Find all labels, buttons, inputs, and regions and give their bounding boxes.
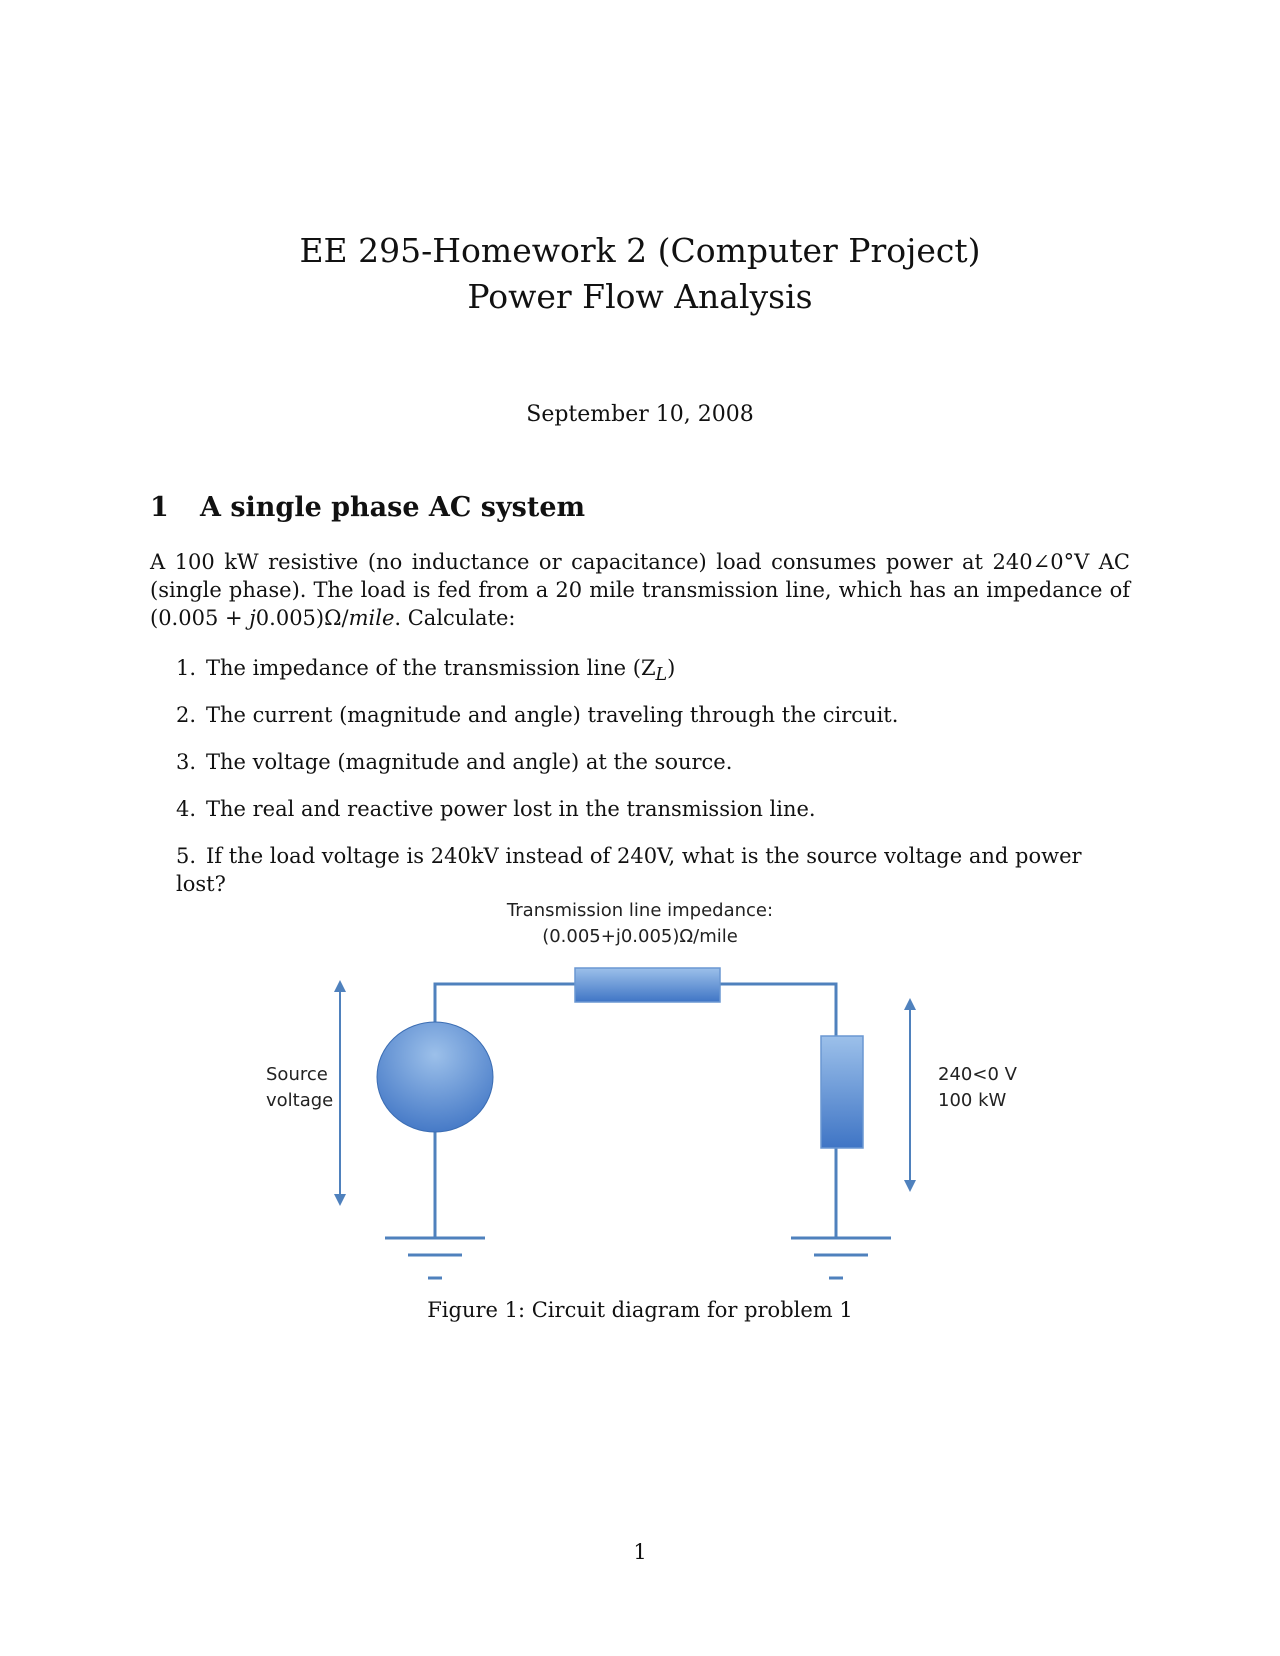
section-heading <box>150 492 585 523</box>
circuit-wire <box>435 984 836 1238</box>
source-arrow-head-down <box>334 1194 346 1206</box>
task-number: 3. <box>176 750 197 774</box>
problem-text-part: 0.005)Ω/ <box>255 606 349 630</box>
source-label-1: Source <box>266 1064 328 1085</box>
task-number: 2. <box>176 703 197 727</box>
source-arrow-head-up <box>334 980 346 992</box>
section-title: A single phase AC system <box>200 492 586 523</box>
load-arrow-head-up <box>904 998 916 1010</box>
task-text-tail: ) <box>667 656 676 680</box>
circuit-figure <box>250 892 1030 1282</box>
task-text: The impedance of the transmission line (Z <box>206 656 656 680</box>
title-block <box>0 228 1280 320</box>
source-circle <box>377 1022 493 1132</box>
task-text: If the load voltage is 240kV instead of 240V, what is the source voltage and power lost? <box>176 844 1082 896</box>
problem-text-part: . Calculate: <box>394 606 516 630</box>
task-item <box>176 842 1136 896</box>
load-power-label: 100 kW <box>938 1090 1007 1111</box>
section-number: 1 <box>150 492 169 523</box>
load-arrow-head-down <box>904 1180 916 1192</box>
task-number: 5. <box>176 844 197 868</box>
problem-statement <box>150 548 1130 632</box>
task-item <box>176 701 1136 748</box>
problem-math-mile: mile <box>348 606 395 630</box>
task-number: 4. <box>176 797 197 821</box>
document-date: September 10, 2008 <box>526 402 754 427</box>
line-impedance-value: (0.005+j0.005)Ω/mile <box>542 926 738 947</box>
task-text: The real and reactive power lost in the transmission line. <box>206 797 816 821</box>
load-voltage-label: 240<0 V <box>938 1064 1017 1085</box>
load-resistor <box>821 1036 863 1148</box>
task-list <box>176 654 1136 896</box>
problem-math-j: j <box>249 606 256 630</box>
task-text: The current (magnitude and angle) traveling through the circuit. <box>206 703 899 727</box>
task-subscript: L <box>655 665 668 686</box>
task-text: The voltage (magnitude and angle) at the source. <box>206 750 733 774</box>
source-label-2: voltage <box>266 1090 334 1111</box>
document-subtitle: Power Flow Analysis <box>467 277 813 316</box>
page-number: 1 <box>633 1540 647 1564</box>
line-impedance-resistor <box>575 968 720 1002</box>
task-item <box>176 654 1136 701</box>
task-item <box>176 795 1136 842</box>
figure-caption: Figure 1: Circuit diagram for problem 1 <box>427 1298 853 1322</box>
problem-text-part: A 100 kW resistive (no inductance or capacitance) load consumes power at 240∠0°V AC (single phase). The load is fed from a 20 mile transmission line, which has an impedance of (0.005 + <box>150 550 1130 630</box>
document-title: EE 295-Homework 2 (Computer Project) <box>299 231 981 270</box>
task-number: 1. <box>176 656 197 680</box>
circuit-diagram <box>250 892 1030 1282</box>
line-impedance-label: Transmission line impedance: <box>506 900 774 921</box>
task-item <box>176 748 1136 795</box>
